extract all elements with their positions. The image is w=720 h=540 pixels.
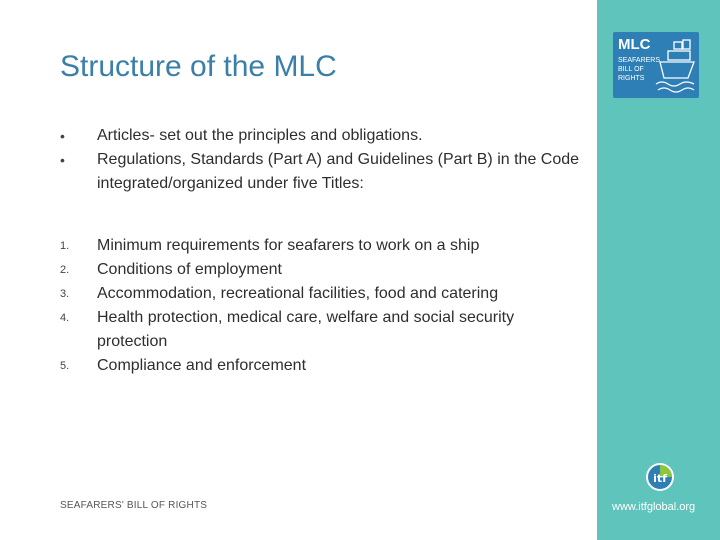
bullet-list — [60, 124, 590, 196]
title-text: Health protection, medical care, welfare and social security protection — [97, 309, 515, 350]
number-marker: 3. — [60, 288, 70, 300]
titles-list — [60, 234, 590, 378]
itf-logo-icon — [645, 462, 675, 492]
ship-icon — [654, 38, 696, 94]
list-item — [60, 124, 590, 148]
list-item — [60, 354, 590, 378]
logo-subtitle: SEAFARERS BILL OF RIGHTS — [618, 57, 661, 82]
slide-title: Structure of the MLC — [60, 50, 337, 83]
website-url: www.itfglobal.org — [612, 501, 696, 513]
mlc-logo — [613, 32, 699, 98]
title-text: Compliance and enforcement — [97, 357, 307, 374]
bullet-marker: • — [60, 152, 65, 168]
title-text: Minimum requirements for seafarers to work on a ship — [97, 237, 480, 254]
list-item — [60, 148, 590, 196]
logo-title: MLC — [618, 36, 651, 53]
list-item — [60, 234, 590, 258]
number-marker: 2. — [60, 264, 70, 276]
number-marker: 1. — [60, 240, 70, 252]
footer-text: SEAFARERS' BILL OF RIGHTS — [60, 500, 208, 511]
title-text: Accommodation, recreational facilities, food and catering — [97, 285, 499, 302]
bullet-text: Regulations, Standards (Part A) and Guidelines (Part B) in the Code integrated/organized under five Titles: — [97, 151, 580, 192]
title-text: Conditions of employment — [97, 261, 282, 278]
bullet-text: Articles- set out the principles and obligations. — [97, 127, 423, 144]
side-panel — [597, 0, 720, 540]
list-item — [60, 258, 590, 282]
number-marker: 4. — [60, 312, 70, 324]
number-marker: 5. — [60, 360, 70, 372]
list-item — [60, 282, 527, 306]
list-item — [60, 306, 567, 354]
svg-text:itf: itf — [653, 472, 667, 485]
bullet-marker: • — [60, 128, 65, 144]
